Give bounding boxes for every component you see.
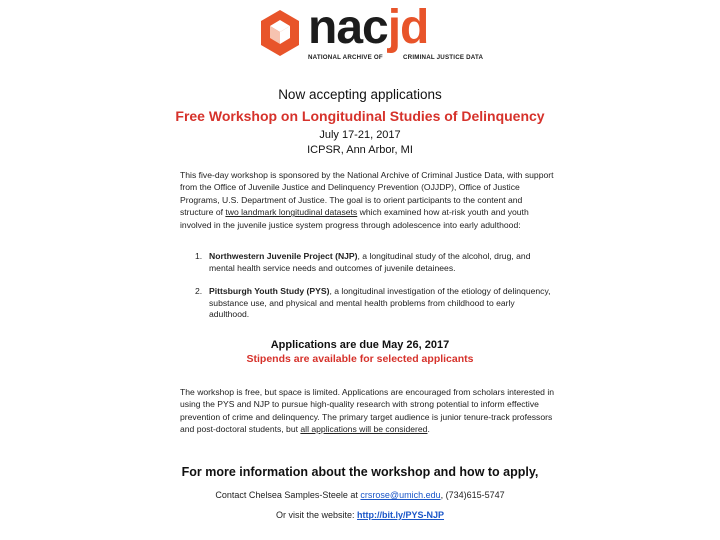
logo-jd: jd	[387, 1, 429, 54]
email-link[interactable]: crsrose@umich.edu	[360, 490, 441, 500]
workshop-title: Free Workshop on Longitudinal Studies of Delinquency	[175, 108, 545, 124]
logo-subtitle-right: CRIMINAL JUSTICE DATA	[403, 54, 484, 61]
logo-nac: nac	[308, 1, 388, 54]
eligibility-paragraph	[180, 386, 555, 436]
intro-paragraph	[180, 169, 555, 231]
intro-text-after: which examined how at-risk youth and youth involved in the juvenile justice system progress through adolescence into early adulthood:	[180, 207, 529, 230]
study-name: Pittsburgh Youth Study (PYS)	[209, 286, 330, 296]
study-description: , a longitudinal study of the alcohol, drug, and mental health service needs and outcomes of juvenile detainees.	[209, 251, 531, 273]
study-list-item	[195, 251, 555, 274]
website-line	[0, 510, 720, 520]
eligibility-text-after: .	[427, 424, 430, 435]
intro-text-before: This five-day workshop is sponsored by the National Archive of Criminal Justice Data, with support from the Office of Juvenile Justice and Delinquency Prevention (OJJDP), Office of Justice Programs, U.S. Department of Justice. The goal is to orient participants to the content and structure of	[180, 170, 554, 218]
eligibility-underlined: all applications will be considered	[300, 424, 428, 435]
study-list-item	[195, 286, 555, 321]
workshop-dates: July 17-21, 2017	[319, 129, 401, 141]
contact-prefix: Contact Chelsea Samples-Steele at	[215, 490, 361, 500]
study-description: , a longitudinal investigation of the etiology of delinquency, substance use, and physical and mental health problems from childhood to early adulthood.	[209, 286, 551, 319]
eligibility-text-before: The workshop is free, but space is limited. Applications are encouraged from scholars interested in using the PYS and NJP to pursue high-quality research with strong potential to inform effective prevention of crime and delinquency. The primary target audience is junior tenure-track professors and post-doctoral students, but	[180, 387, 555, 435]
workshop-location: ICPSR, Ann Arbor, MI	[307, 144, 413, 156]
study-name: Northwestern Juvenile Project (NJP)	[209, 251, 358, 261]
study-number: 2.	[195, 286, 203, 296]
intro-underlined: two landmark longitudinal datasets	[225, 207, 358, 218]
website-prefix: Or visit the website:	[275, 510, 357, 520]
hexagon-cube-icon	[258, 8, 302, 58]
website-link[interactable]: http://bit.ly/PYS-NJP	[357, 510, 445, 520]
contact-phone: , (734)615-5747	[440, 490, 505, 500]
logo-wordmark	[308, 2, 428, 54]
logo-subtitle-left: NATIONAL ARCHIVE OF	[308, 54, 383, 61]
contact-line	[0, 490, 720, 500]
stipends-text: Stipends are available for selected applicants	[246, 353, 474, 365]
accepting-heading: Now accepting applications	[278, 87, 442, 102]
study-number: 1.	[195, 251, 203, 261]
deadline-text: Applications are due May 26, 2017	[270, 339, 450, 351]
more-info-heading: For more information about the workshop and how to apply,	[181, 465, 539, 479]
nacjd-logo	[258, 1, 498, 66]
